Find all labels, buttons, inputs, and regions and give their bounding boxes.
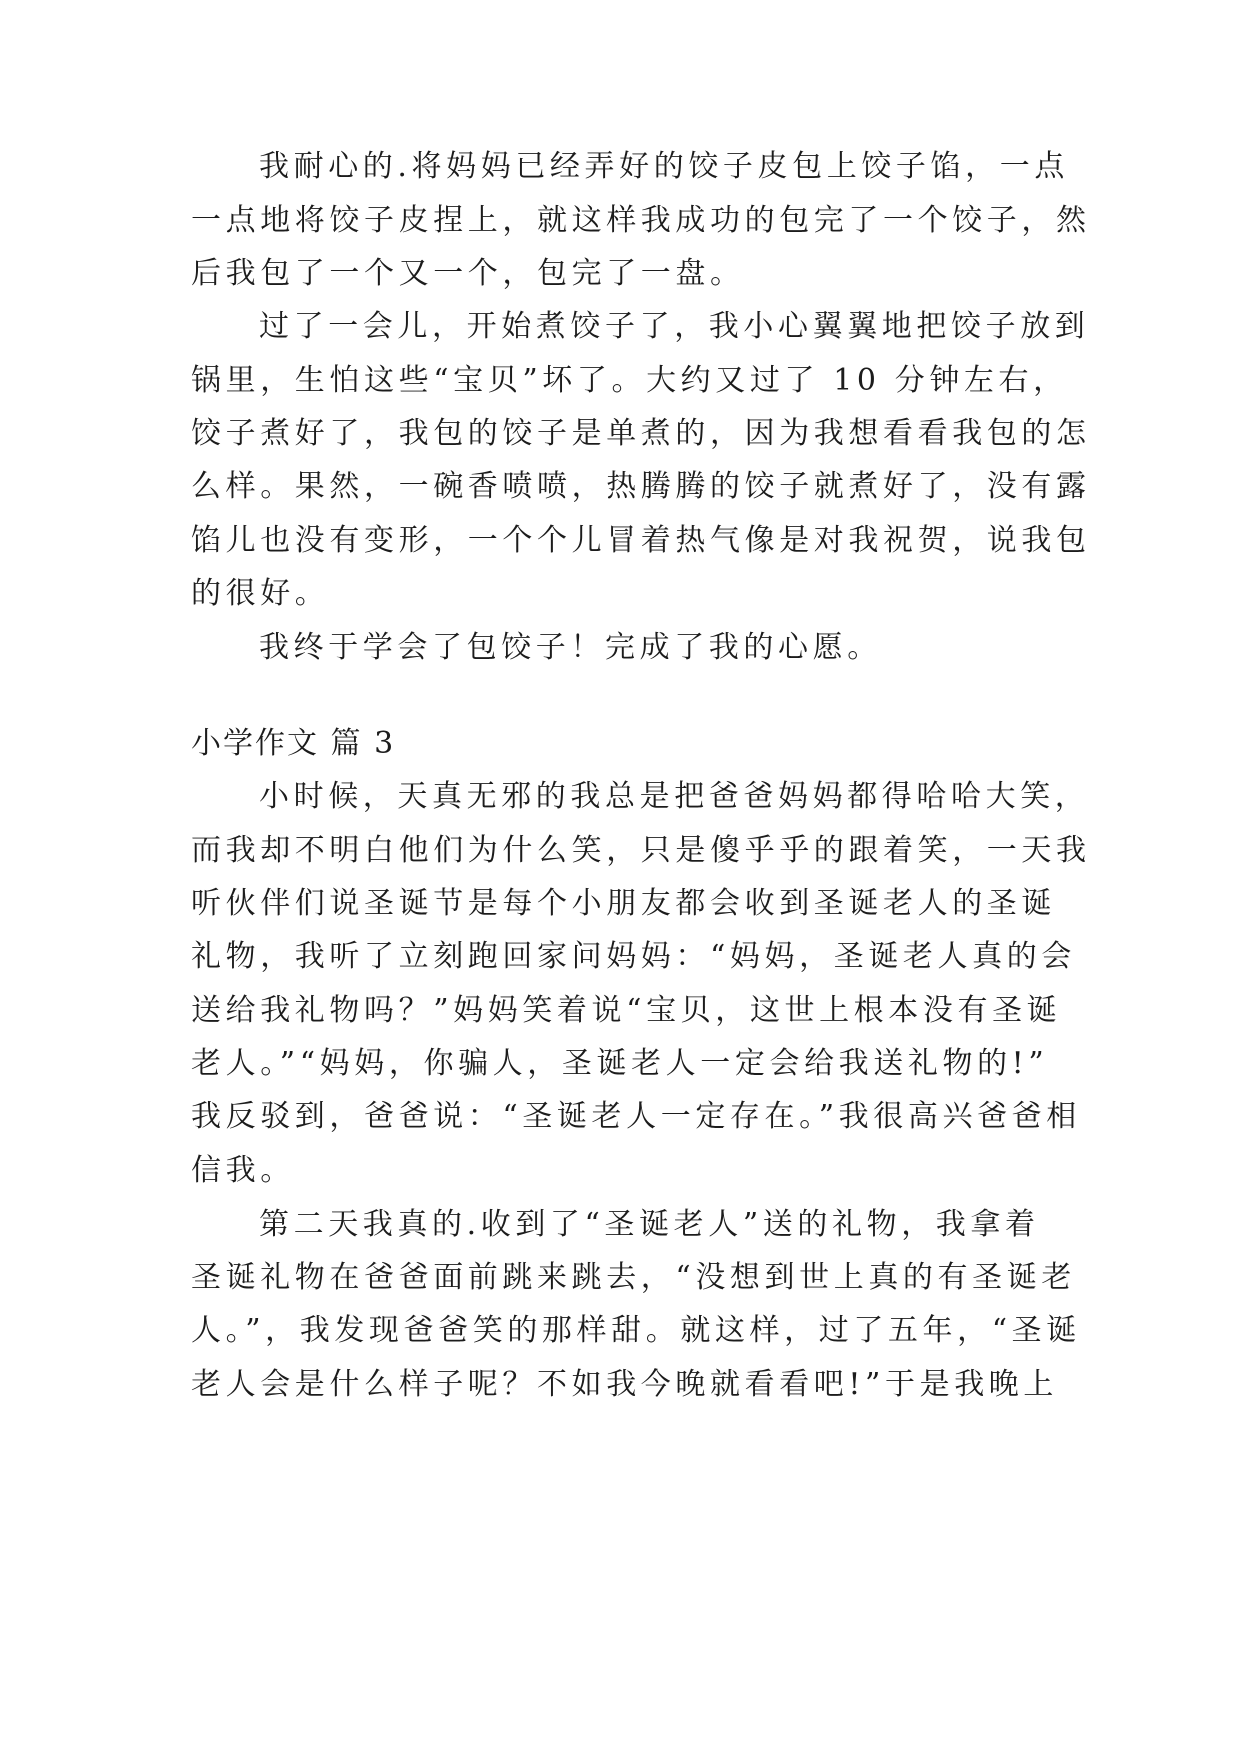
paragraph-line: 后我包了一个又一个，包完了一盘。 xyxy=(191,256,745,291)
paragraph-line: 过了一会儿，开始煮饺子了，我小心翼翼地把饺子放到 xyxy=(259,309,1090,344)
paragraph-line: 饺子煮好了，我包的饺子是单煮的，因为我想看看我包的怎 xyxy=(191,416,1091,451)
paragraph-line: 听伙伴们说圣诞节是每个小朋友都会收到圣诞老人的圣诞 xyxy=(191,886,1056,921)
paragraph-line: 我耐心的.将妈妈已经弄好的饺子皮包上饺子馅，一点 xyxy=(259,149,1069,184)
paragraph-line: 送给我礼物吗？”妈妈笑着说“宝贝，这世上根本没有圣诞 xyxy=(191,993,1062,1028)
paragraph-line: 锅里，生怕这些“宝贝”坏了。大约又过了 10 分钟左右， xyxy=(191,363,1068,398)
paragraph-line: 我终于学会了包饺子！完成了我的心愿。 xyxy=(259,630,882,665)
paragraph-line: 老人会是什么样子呢？不如我今晚就看看吧!”于是我晚上 xyxy=(191,1367,1058,1402)
paragraph-line: 馅儿也没有变形，一个个儿冒着热气像是对我祝贺，说我包 xyxy=(191,523,1091,558)
paragraph-line: 信我。 xyxy=(191,1153,295,1188)
paragraph-line: 老人。”“妈妈，你骗人，圣诞老人一定会给我送礼物的!” xyxy=(191,1046,1049,1081)
paragraph-line: 我反驳到，爸爸说：“圣诞老人一定存在。”我很高兴爸爸相 xyxy=(191,1099,1081,1134)
paragraph-line: 一点地将饺子皮捏上，就这样我成功的包完了一个饺子，然 xyxy=(191,203,1091,238)
paragraph-line: 的很好。 xyxy=(191,576,330,611)
paragraph-line: 么样。果然，一碗香喷喷，热腾腾的饺子就煮好了，没有露 xyxy=(191,469,1091,504)
paragraph-line: 礼物，我听了立刻跑回家问妈妈：“妈妈，圣诞老人真的会 xyxy=(191,939,1076,974)
paragraph-line: 圣诞礼物在爸爸面前跳来跳去，“没想到世上真的有圣诞老 xyxy=(191,1260,1076,1295)
paragraph-line: 人。”，我发现爸爸笑的那样甜。就这样，过了五年，“圣诞 xyxy=(191,1313,1081,1348)
paragraph-line: 而我却不明白他们为什么笑，只是傻乎乎的跟着笑，一天我 xyxy=(191,833,1091,868)
paragraph-line: 小时候，天真无邪的我总是把爸爸妈妈都得哈哈大笑， xyxy=(259,779,1090,814)
paragraph-line: 第二天我真的.收到了“圣诞老人”送的礼物，我拿着 xyxy=(259,1207,1040,1242)
section-heading: 小学作文 篇 3 xyxy=(191,726,396,761)
